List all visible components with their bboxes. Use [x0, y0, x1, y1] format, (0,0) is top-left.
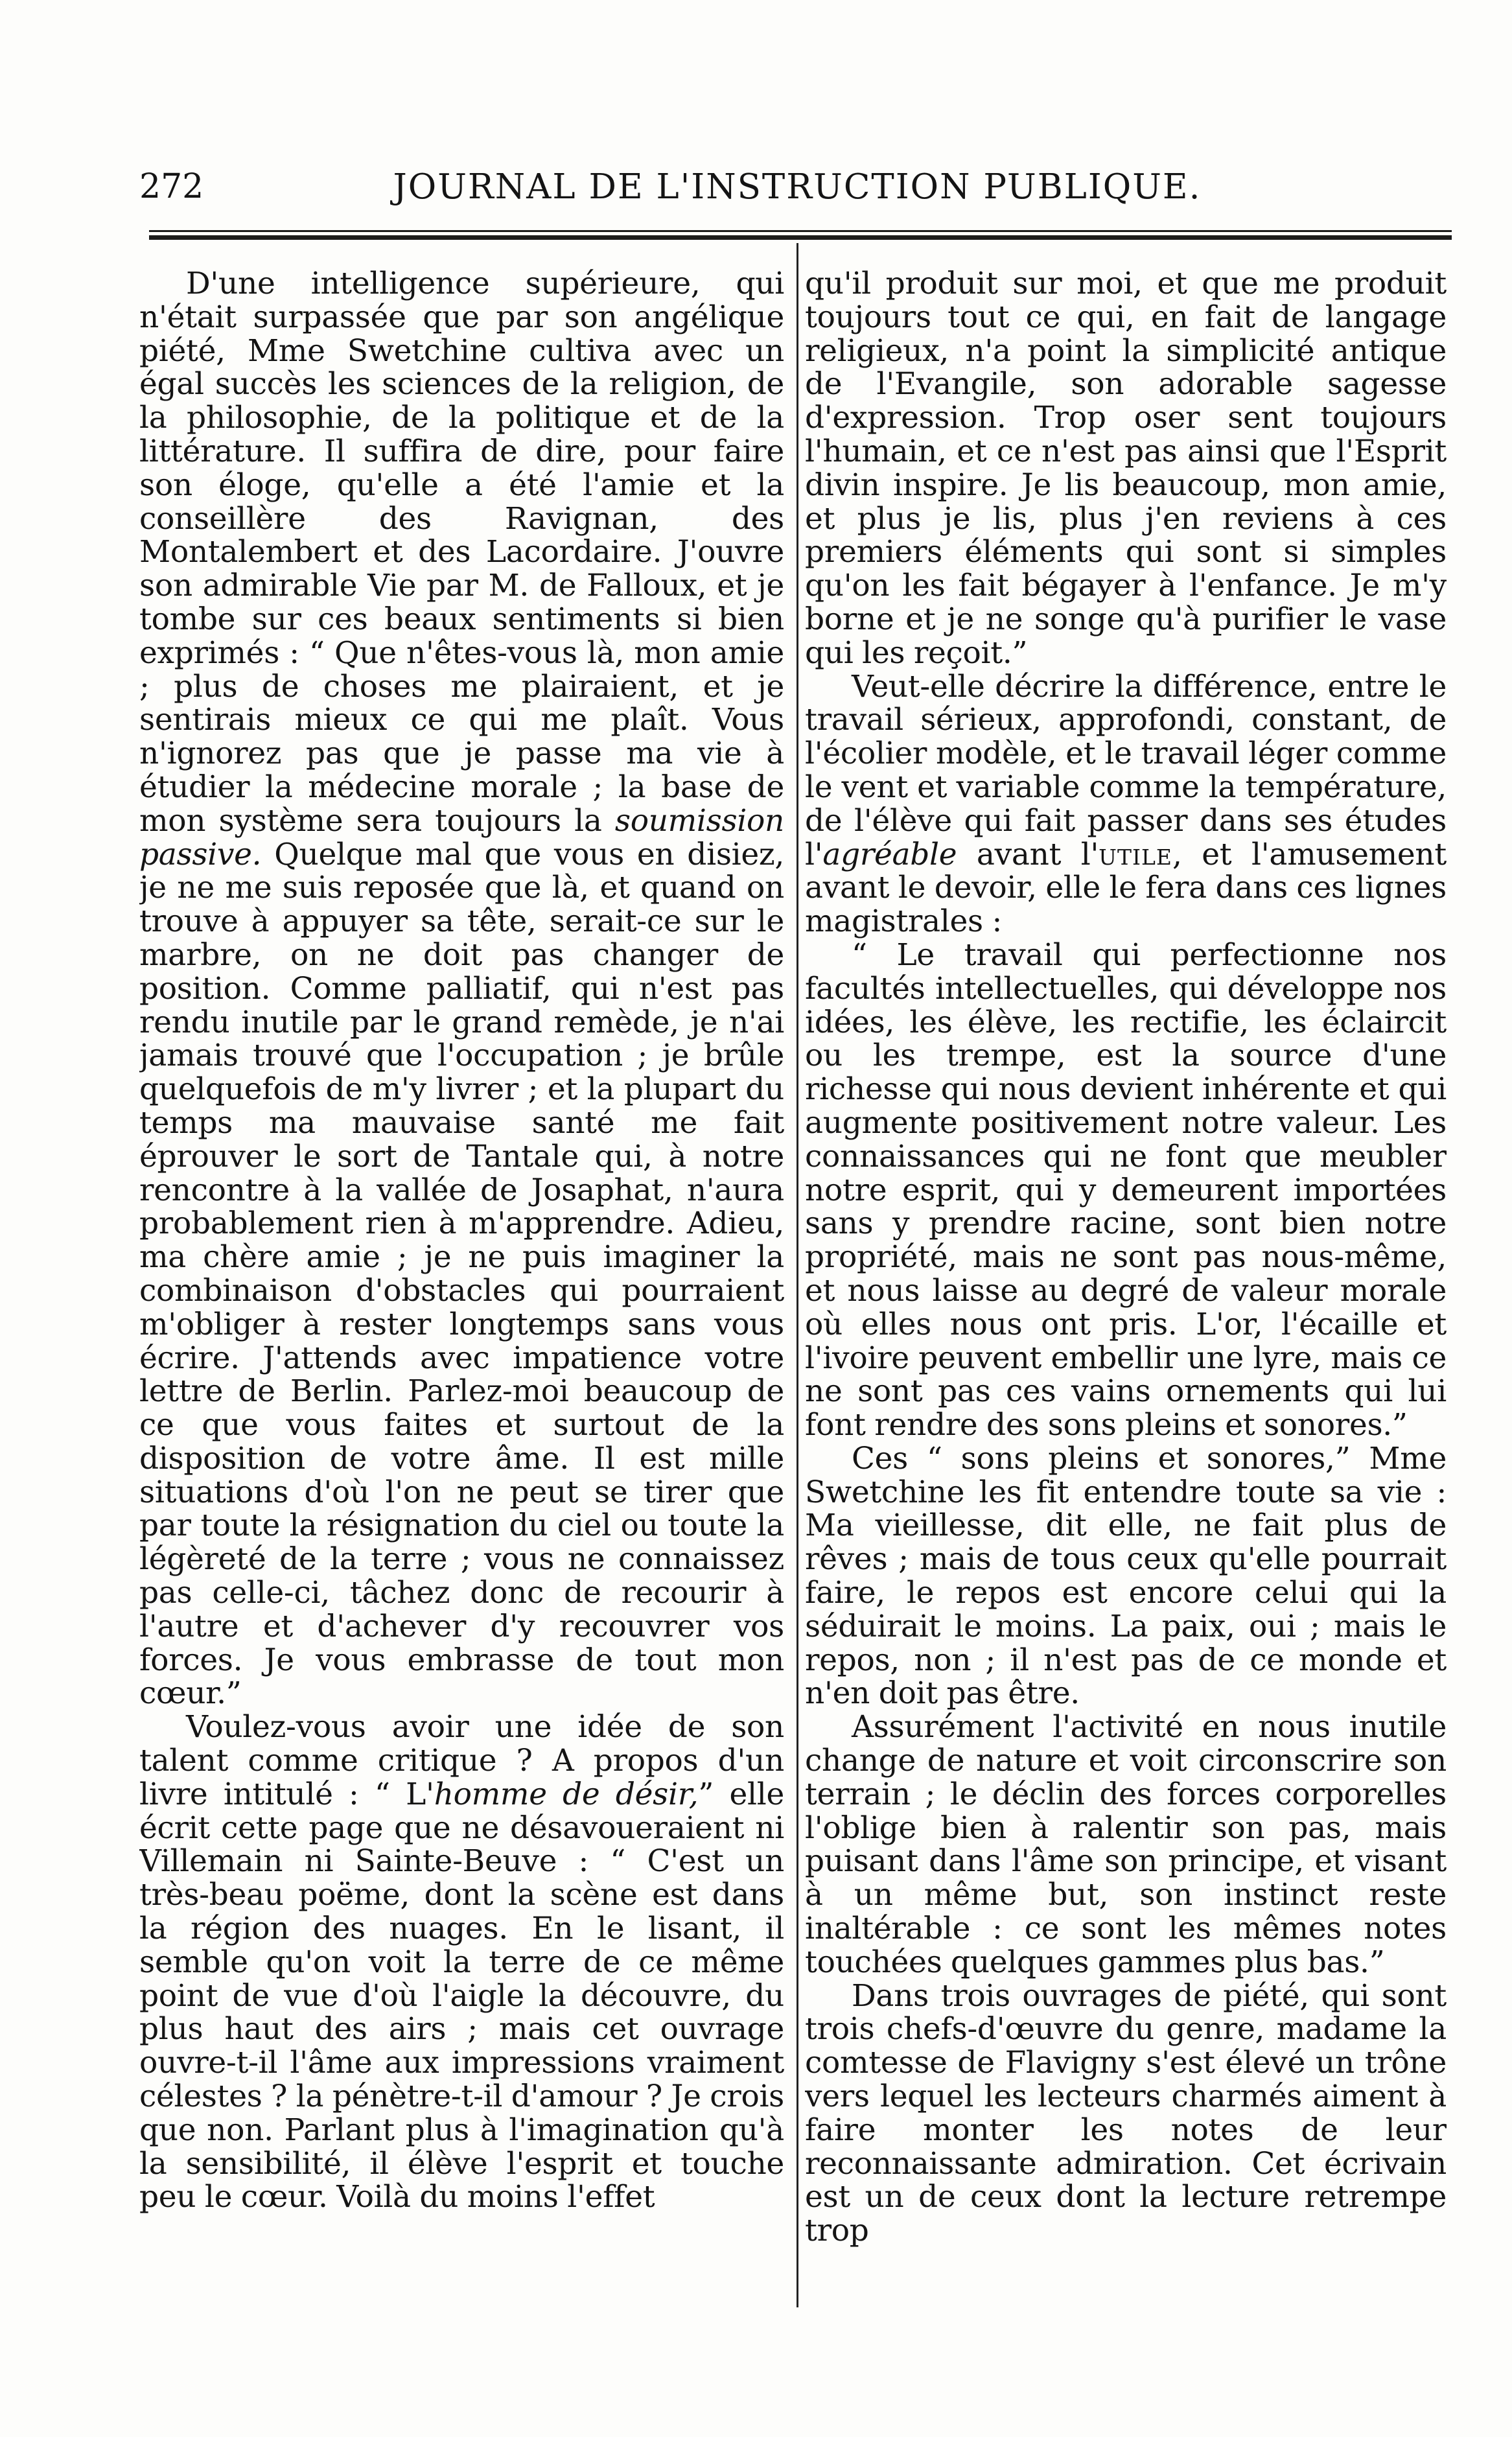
page-header	[139, 156, 1455, 214]
italic-text: soumission passive.	[139, 802, 784, 872]
small-caps-text: utile	[1099, 836, 1173, 872]
running-title: JOURNAL DE L'INSTRUCTION PUBLIQUE.	[393, 167, 1202, 207]
text-run: Veut-elle décrire la différence, entre le travail sérieux, approfondi, constant, de l'écolier modèle, et le travail léger comme le vent et variable comme la température, de l'élève qui fait passer dans ses études l'	[805, 668, 1447, 872]
text-run: , et l'amusement avant le devoir, elle le fera dans ces lignes magistrales :	[805, 836, 1447, 940]
paragraph: qu'il produit sur moi, et que me produit toujours tout ce qui, en fait de langage religieux, n'a point la simplicité antique de l'Evangile, son adorable sagesse d'expression. Trop oser sent toujours l'humain, et ce n'est pas ainsi que l'Esprit divin inspire. Je lis beaucoup, mon amie, et plus je lis, plus j'en reviens à ces premiers éléments qui sont si simples qu'on les fait bégayer à l'enfance. Je m'y borne et je ne songe qu'à purifier le vase qui les reçoit.”	[805, 267, 1447, 671]
column-divider	[797, 243, 798, 2307]
paragraph: Ces “ sons pleins et sonores,” Mme Swetchine les fit entendre toute sa vie : Ma vieillesse, dit elle, ne fait plus de rêves ; mais de tous ceux qu'elle pourrait faire, le repos est encore celui qui la séduirait le moins. La paix, oui ; mais le repos, non ; il n'est pas de ce monde et n'en doit pas être.	[805, 1440, 1447, 1712]
paragraph: Assurément l'activité en nous inutile change de nature et voit circonscrire son terrain ; le déclin des forces corporelles l'oblige bien à ralentir son pas, mais puisant dans l'âme son principe, et visant à un même but, son instinct reste inaltérable : ce sont les mêmes notes touchées quelques gammes plus bas.”	[805, 1709, 1447, 1980]
paragraph: “ Le travail qui perfectionne nos facultés intellectuelles, qui développe nos idées, les élève, les rectifie, les éclaircit ou les trempe, est la source d'une richesse qui nous devient inhérente et qui augmente positivement notre valeur. Les connaissances qui ne font que meubler notre esprit, qui y demeurent importées sans y prendre racine, sont bien notre propriété, mais ne sont pas nous-même, et nous laisse au degré de valeur morale où elles nous ont pris. L'or, l'écaille et l'ivoire peuvent embellir une lyre, mais ce ne sont pas ces vains ornements qui lui font rendre des sons pleins et sonores.”	[805, 937, 1447, 1443]
page-number: 272	[139, 167, 204, 206]
text-run: Quelque mal que vous en disiez, je ne me suis reposée que là, et quand on trouve à appuyer sa tête, serait-ce sur le marbre, on ne doit pas changer de position. Comme palliatif, qui n'est pas rendu inutile par le grand remède, je n'ai jamais trouvé que l'occupation ; je brûle quelquefois de m'y livrer ; et la plupart du temps ma mauvaise santé me fait éprouver le sort de Tantale qui, à notre rencontre à la vallée de Josaphat, n'aura probablement rien à m'apprendre. Adieu, ma chère amie ; je ne puis imaginer la combinaison d'obstacles qui pourraient m'obliger à rester longtemps sans vous écrire. J'attends avec impatience votre lettre de Berlin. Parlez-moi beaucoup de ce que vous faites et surtout de la disposition de votre âme. Il est mille situations d'où l'on ne peut se tirer que par toute la résignation du ciel ou toute la légèreté de la terre ; vous ne connaissez pas celle-ci, tâchez donc de recourir à l'autre et d'achever d'y recouvrer vos forces. Je vous embrasse de tout mon cœur.”	[139, 836, 784, 1712]
header-rule-thick	[149, 235, 1452, 240]
text-run: D'une intelligence supérieure, qui n'était surpassée que par son angélique piété, Mme Swetchine cultiva avec un égal succès les sciences de la religion, de la philosophie, de la politique et de la littérature. Il suffira de dire, pour faire son éloge, qu'elle a été l'amie et la conseillère des Ravignan, des Montalembert et des Lacordaire. J'ouvre son admirable Vie par M. de Falloux, et je tombe sur ces beaux sentiments si bien exprimés : “ Que n'êtes-vous là, mon amie ; plus de choses me plairaient, et je sentirais mieux ce qui me plaît. Vous n'ignorez pas que je passe ma vie à étudier la médecine morale ; la base de mon système sera toujours la	[139, 267, 784, 839]
text-run: avant l'	[957, 836, 1099, 872]
italic-text: homme de désir,	[434, 1776, 699, 1812]
paragraph: Dans trois ouvrages de piété, qui sont trois chefs-d'œuvre du genre, madame la comtesse de Flavigny s'est élevé un trône vers lequel les lecteurs charmés aiment à faire monter les notes de leur reconnaissante admiration. Cet écrivain est un de ceux dont la lecture retrempe trop	[805, 1977, 1447, 2249]
left-column	[139, 267, 784, 2309]
right-column	[805, 267, 1447, 2309]
paragraph	[139, 267, 784, 1710]
text-run: ” elle écrit cette page que ne désavoueraient ni Villemain ni Sainte-Beuve : “ C'est un très-beau poëme, dont la scène est dans la région des nuages. En le lisant, il semble qu'on voit la terre de ce même point de vue d'où l'aigle la découvre, du plus haut des airs ; mais cet ouvrage ouvre-t-il l'âme aux impressions vraiment célestes ? la pénètre-t-il d'amour ? Je crois que non. Parlant plus à l'imagination qu'à la sensibilité, il élève l'esprit et touche peu le cœur. Voilà du moins l'effet	[139, 1776, 784, 2215]
paragraph	[805, 670, 1447, 939]
header-rule-thin	[149, 230, 1452, 232]
text-run: Voulez-vous avoir une idée de son talent comme critique ? A propos d'un livre intitulé : “ L'	[139, 1709, 784, 1812]
italic-text: agréable	[822, 836, 957, 872]
paragraph	[139, 1710, 784, 2214]
